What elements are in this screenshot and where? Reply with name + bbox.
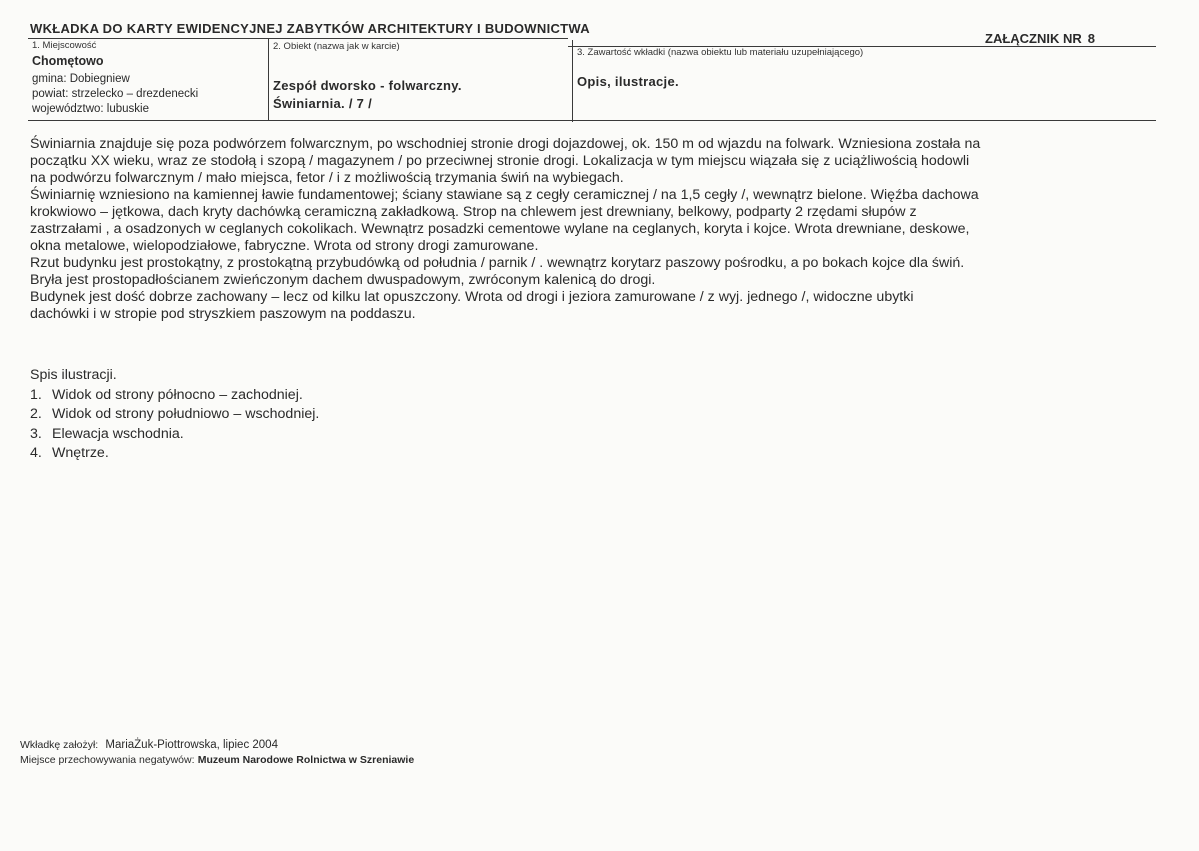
description-line: na podwórzu folwarcznym / mało miejsca, fetor / i z możliwością trzymania świń na wybiegach. [30, 170, 624, 186]
locality-gmina: gmina: Dobiegniew [32, 73, 130, 85]
annex-label [985, 31, 1095, 46]
annex-label-text: ZAŁĄCZNIK NR [985, 31, 1082, 46]
header-top-rule [28, 38, 568, 39]
contents-label: 3. Zawartość wkładki (nazwa obiektu lub materiału uzupełniającego) [577, 47, 864, 58]
list-item-number: 3. [30, 425, 42, 442]
list-item [30, 425, 319, 445]
description-line: Świniarnia znajduje się poza podwórzem folwarcznym, po wschodniej stronie drogi dojazdowej, ok. 150 m od wjazdu na folwark. Wzniesiona została na [30, 136, 981, 152]
footer [20, 738, 414, 768]
description-line: dachówki i w stropie pod stryszkiem paszowym na poddaszu. [30, 306, 416, 322]
description-line: Budynek jest dość dobrze zachowany – lecz od kilku lat opuszczony. Wrota od drogi i jeziora zamurowane / z wyj. jednego /, widoczne ubytki [30, 289, 914, 305]
illustrations-heading: Spis ilustracji. [30, 367, 117, 383]
description-text [30, 136, 1160, 323]
description-line: początku XX wieku, wraz ze stodołą i szopą / magazynem / po przeciwnej stronie drogi. Lokalizacja w tym miejscu wiązała się z uciążliwością hodowli [30, 153, 970, 169]
column-divider-2 [572, 40, 573, 122]
object-label: 2. Obiekt (nazwa jak w karcie) [273, 41, 400, 52]
author-line [20, 738, 414, 753]
list-item [30, 444, 319, 464]
form-title: WKŁADKA DO KARTY EWIDENCYJNEJ ZABYTKÓW ARCHITEKTURY I BUDOWNICTWA [30, 21, 590, 36]
object-name-line2: Świniarnia. / 7 / [273, 96, 373, 111]
description-line: zastrzałami , a osadzonych w ceglanych cokolikach. Wewnątrz posadzki cementowe wylane na ceglanych, koryta i kojce. Wrota drewniane, deskowe, [30, 221, 970, 237]
description-line: okna metalowe, wielopodziałowe, fabryczne. Wrota od strony drogi zamurowane. [30, 238, 539, 254]
list-item-number: 2. [30, 406, 42, 422]
column-divider-1 [268, 38, 269, 120]
list-item-number: 4. [30, 445, 42, 461]
author-label: Wkładkę założył: [20, 739, 99, 751]
description-line: Bryła jest prostopadłościanem zwieńczonym dachem dwuspadowym, zwróconym kalenicą do drogi. [30, 272, 656, 288]
list-item-text: Widok od strony południowo – wschodniej. [52, 406, 320, 422]
list-item-text: Elewacja wschodnia. [52, 425, 184, 442]
object-name-line1: Zespół dworsko - folwarczny. [273, 78, 462, 93]
locality-name: Chomętowo [32, 54, 104, 68]
header-bottom-rule [28, 120, 1156, 121]
list-item-text: Widok od strony północno – zachodniej. [52, 386, 303, 403]
storage-value: Muzeum Narodowe Rolnictwa w Szreniawie [197, 754, 415, 766]
list-item-number: 1. [30, 386, 42, 403]
annex-number: 8 [1087, 31, 1095, 46]
locality-label: 1. Miejscowość [32, 40, 97, 51]
list-item [30, 405, 319, 425]
locality-powiat: powiat: strzelecko – drezdenecki [32, 88, 199, 100]
list-item-text: Wnętrze. [52, 445, 109, 461]
description-line: Świniarnię wzniesiono na kamiennej ławie fundamentowej; ściany stawiane są z cegły ceramicznej / na 1,5 cegły /, wewnątrz bielone. Więźba dachowa [30, 187, 979, 203]
storage-label: Miejsce przechowywania negatywów: [20, 754, 195, 766]
list-item [30, 386, 319, 406]
description-line: krokwiowo – jętkowa, dach kryty dachówką ceramiczną zakładkową. Strop na chlewem jest drewniany, belkowy, podparty 2 rzędami słupów z [30, 204, 917, 220]
author-value: MariaŻuk-Piottrowska, lipiec 2004 [105, 739, 278, 751]
contents-value: Opis, ilustracje. [577, 74, 679, 89]
storage-line [20, 753, 414, 768]
description-line: Rzut budynku jest prostokątny, z prostokątną przybudówką od południa / parnik / . wewnątrz korytarz paszowy pośrodku, a po bokach kojce dla świń. [30, 255, 965, 271]
locality-wojewodztwo: województwo: lubuskie [32, 103, 149, 115]
illustrations-list [30, 366, 319, 464]
